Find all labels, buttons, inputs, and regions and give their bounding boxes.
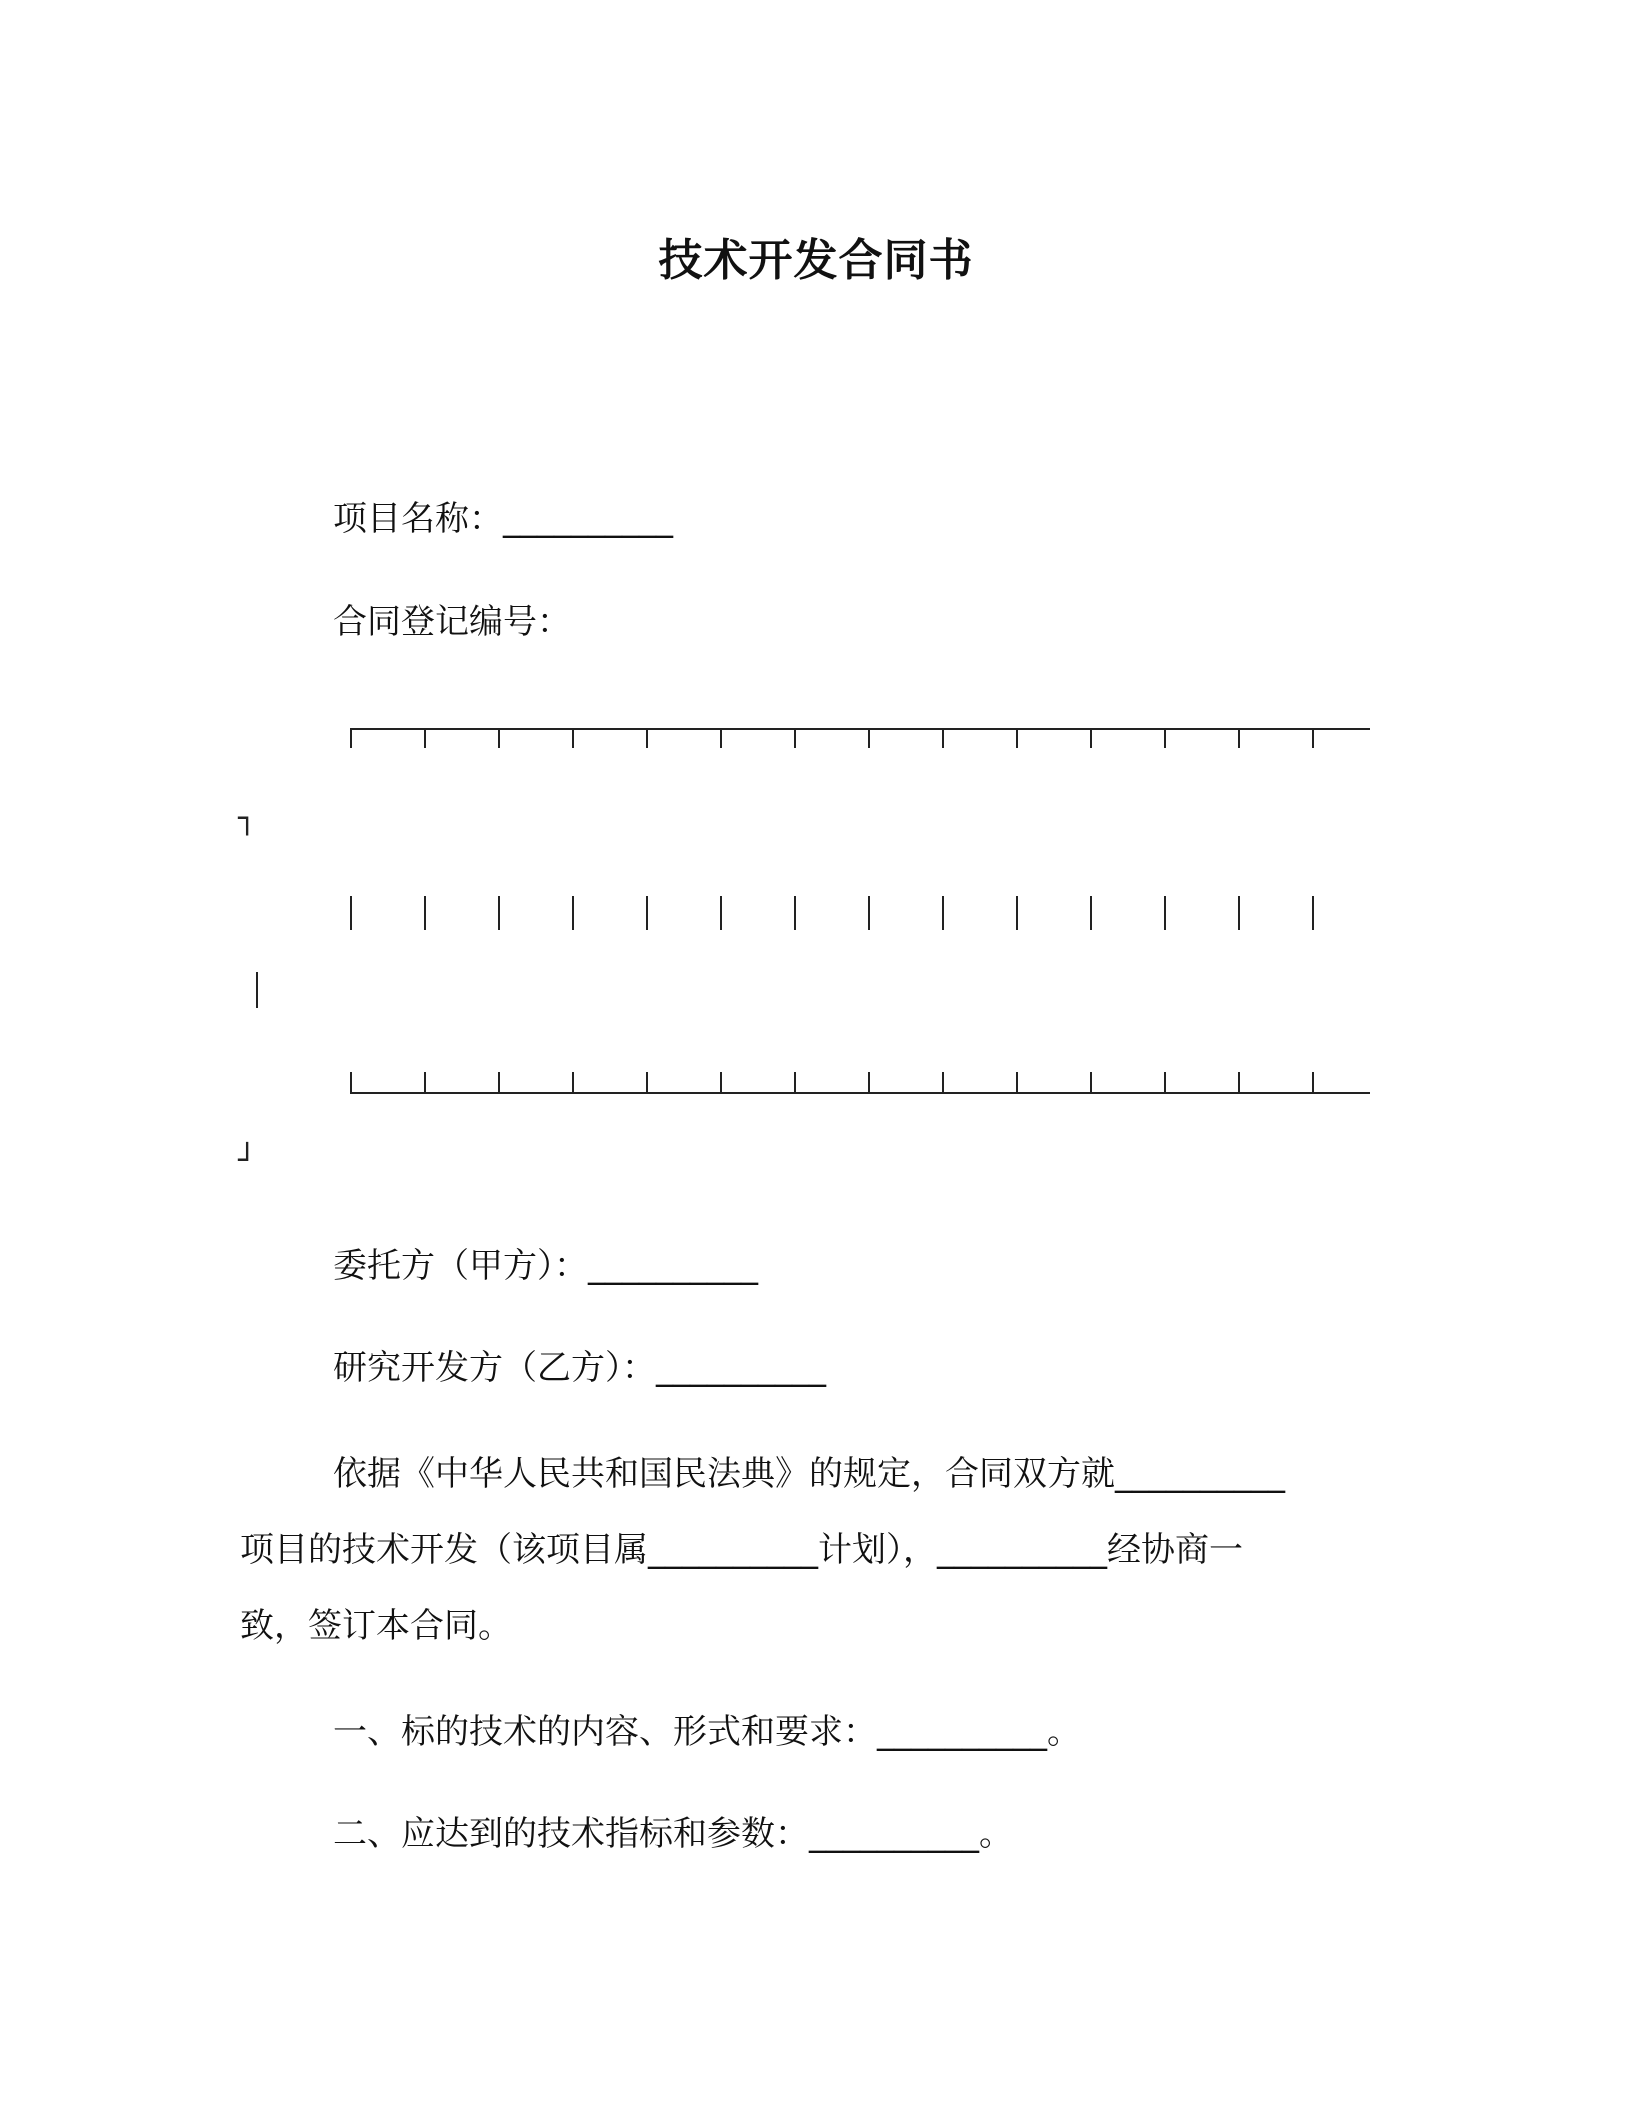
- reg-box-tick: [942, 728, 944, 748]
- client-party-field: 委托方（甲方）：__________: [333, 1246, 758, 1286]
- reg-box-tick: [498, 728, 500, 748]
- reg-box-divider: [1090, 896, 1092, 930]
- reg-box-divider: [1238, 896, 1240, 930]
- reg-box-divider: [868, 896, 870, 930]
- reg-box-divider: [720, 896, 722, 930]
- contract-reg-no-label: 合同登记编号：: [333, 602, 571, 642]
- reg-box-divider: [1312, 896, 1314, 930]
- reg-box-tick: [720, 728, 722, 748]
- reg-box-tick: [572, 728, 574, 748]
- reg-box-tick: [1312, 728, 1314, 748]
- reg-box-tick: [424, 1072, 426, 1094]
- reg-box-tick: [424, 728, 426, 748]
- reg-box-middle-row: [350, 896, 1370, 932]
- reg-box-tick: [350, 1072, 352, 1094]
- reg-box-divider: [572, 896, 574, 930]
- intro-paragraph-line-2: 项目的技术开发（该项目属__________计划），__________经协商一: [240, 1530, 1243, 1570]
- reg-box-tick: [1238, 728, 1240, 748]
- reg-box-tick: [1090, 728, 1092, 748]
- reg-box-top-rule: [350, 728, 1370, 730]
- reg-box-tick: [1238, 1072, 1240, 1094]
- reg-box-tick: [646, 1072, 648, 1094]
- reg-box-tick: [1164, 728, 1166, 748]
- document-title: 技术开发合同书: [658, 235, 974, 286]
- clause-2: 二、应达到的技术指标和参数：__________。: [333, 1814, 1013, 1854]
- developer-party-field: 研究开发方（乙方）：__________: [333, 1348, 826, 1388]
- reg-box-tick: [794, 728, 796, 748]
- reg-box-tick: [1016, 1072, 1018, 1094]
- reg-box-divider: [794, 896, 796, 930]
- reg-box-side-rule: [256, 972, 258, 1008]
- reg-box-tick: [1164, 1072, 1166, 1094]
- reg-box-corner-top-right: ┐: [238, 801, 257, 836]
- reg-box-bottom-row: [350, 1072, 1370, 1096]
- intro-paragraph-line-1: 依据《中华人民共和国民法典》的规定，合同双方就__________: [333, 1454, 1285, 1494]
- reg-box-divider: [498, 896, 500, 930]
- intro-paragraph-line-3: 致，签订本合同。: [240, 1606, 512, 1646]
- reg-box-divider: [942, 896, 944, 930]
- reg-box-tick: [868, 728, 870, 748]
- reg-box-divider: [1016, 896, 1018, 930]
- reg-box-tick: [350, 728, 352, 748]
- reg-box-divider: [424, 896, 426, 930]
- reg-box-tick: [572, 1072, 574, 1094]
- reg-box-tick: [498, 1072, 500, 1094]
- reg-box-divider: [1164, 896, 1166, 930]
- reg-box-tick: [720, 1072, 722, 1094]
- project-name-field: 项目名称：__________: [333, 499, 673, 539]
- reg-box-tick: [942, 1072, 944, 1094]
- reg-box-corner-bottom-right: ┘: [238, 1143, 257, 1178]
- clause-1: 一、标的技术的内容、形式和要求：__________。: [333, 1712, 1081, 1752]
- reg-box-tick: [794, 1072, 796, 1094]
- reg-box-tick: [868, 1072, 870, 1094]
- reg-box-tick: [1090, 1072, 1092, 1094]
- reg-box-top-row: [350, 728, 1370, 758]
- reg-box-tick: [646, 728, 648, 748]
- reg-box-divider: [350, 896, 352, 930]
- reg-box-divider: [646, 896, 648, 930]
- reg-box-tick: [1312, 1072, 1314, 1094]
- reg-box-bottom-rule: [350, 1092, 1370, 1094]
- reg-box-tick: [1016, 728, 1018, 748]
